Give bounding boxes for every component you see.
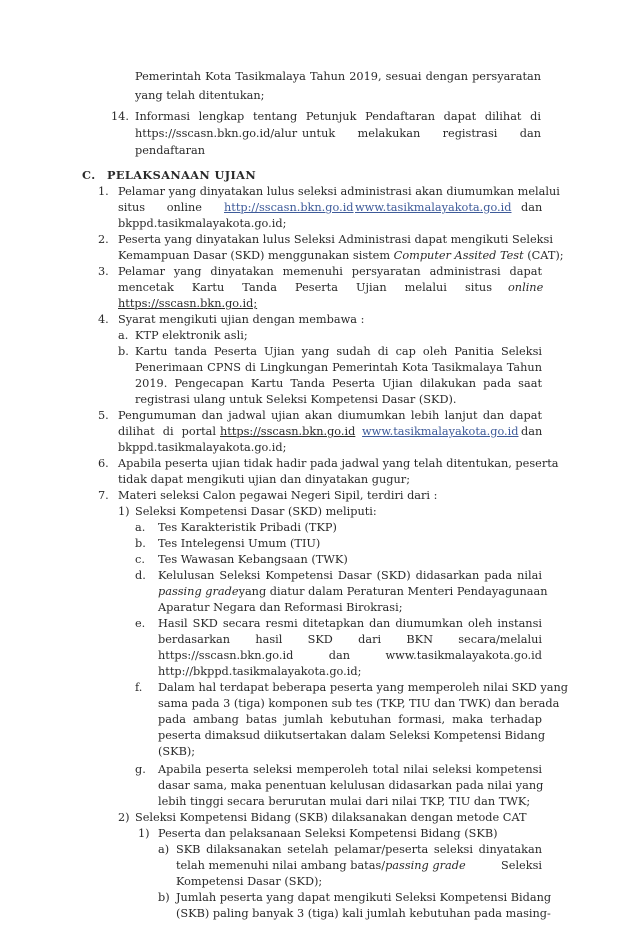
- section-title: PELAKSANAAN UJIAN: [107, 168, 257, 182]
- list-number: 2.: [98, 233, 109, 246]
- text-line: telah memenuhi nilai ambang batas/passing grade Seleksi: [176, 859, 542, 872]
- alur-link[interactable]: https://sscasn.bkn.go.id/alur: [135, 127, 298, 140]
- list-letter: f.: [135, 681, 143, 694]
- text-line: dasar sama, maka penentuan kelulusan didasarkan pada nilai yang: [158, 779, 544, 792]
- text-line: Pemerintah Kota Tasikmalaya Tahun 2019, sesuai dengan persyaratan: [135, 70, 541, 83]
- list-letter: a.: [135, 521, 146, 534]
- text-line: bkppd.tasikmalayakota.go.id;: [118, 441, 287, 454]
- list-letter: a): [158, 843, 170, 856]
- text-line: yang telah ditentukan;: [135, 89, 265, 102]
- list-number: 6.: [98, 457, 109, 470]
- list-letter: b.: [135, 537, 146, 550]
- text-line: mencetak Kartu Tanda Peserta Ujian melalui situs: [118, 281, 492, 294]
- text-line: Tes Karakteristik Pribadi (TKP): [158, 521, 337, 534]
- text-line: Seleksi Kompetensi Dasar (SKD) meliputi:: [135, 505, 377, 518]
- text-line: https://sscasn.bkn.go.id dan www.tasikmalayakota.go.id: [158, 649, 542, 662]
- text-line: Penerimaan CPNS di Lingkungan Pemerintah Kota Tasikmalaya Tahun: [135, 361, 542, 374]
- text-line: Kelulusan Seleksi Kompetensi Dasar (SKD) didasarkan pada nilai: [158, 569, 542, 582]
- list-number: 4.: [98, 313, 109, 326]
- section-label: C.: [82, 168, 96, 182]
- text-line: Syarat mengikuti ujian dengan membawa :: [118, 313, 365, 326]
- list-letter: c.: [135, 553, 145, 566]
- list-number: 1): [118, 505, 130, 518]
- text-line: Seleksi Kompetensi Bidang (SKB) dilaksanakan dengan metode CAT: [135, 811, 527, 824]
- text-line: SKB dilaksanakan setelah pelamar/peserta seleksi dinyatakan: [176, 843, 542, 856]
- text-line: Kompetensi Dasar (SKD);: [176, 875, 323, 888]
- text-line: passing grade yang diatur dalam Peraturan Menteri Pendayagunaan: [158, 585, 548, 598]
- tasikmalaya-link[interactable]: www.tasikmalayakota.go.id: [362, 425, 519, 438]
- text-line: Tes Wawasan Kebangsaan (TWK): [158, 553, 348, 566]
- text-line: Dalam hal terdapat beberapa peserta yang memperoleh nilai SKD yang: [158, 681, 569, 694]
- text-line: Kartu tanda Peserta Ujian yang sudah di cap oleh Panitia Seleksi: [135, 345, 542, 358]
- text-line: Jumlah peserta yang dapat mengikuti Seleksi Kompetensi Bidang: [176, 891, 552, 904]
- text-line: Tes Intelegensi Umum (TIU): [158, 537, 321, 550]
- list-letter: b.: [118, 345, 129, 358]
- text-line: sama pada 3 (tiga) komponen sub tes (TKP, TIU dan TWK) dan berada: [158, 697, 560, 710]
- list-number: 2): [118, 811, 130, 824]
- text-line: KTP elektronik asli;: [135, 329, 248, 342]
- list-number: 7.: [98, 489, 109, 502]
- list-letter: d.: [135, 569, 146, 582]
- tasikmalaya-link[interactable]: www.tasikmalayakota.go.id: [355, 201, 512, 214]
- text-line: tidak dapat mengikuti ujian dan dinyatakan gugur;: [118, 473, 411, 486]
- list-letter: g.: [135, 763, 146, 776]
- text-line: situs online: [118, 201, 202, 214]
- text-line: Kemampuan Dasar (SKD) menggunakan sistem Computer Assited Test (CAT);: [118, 249, 564, 262]
- text-line: Apabila peserta ujian tidak hadir pada jadwal yang telah ditentukan, peserta: [118, 457, 559, 470]
- text-line: pendaftaran: [135, 144, 206, 157]
- text-line: Pengumuman dan jadwal ujian akan diumumkan lebih lanjut dan dapat: [118, 409, 542, 422]
- text-line: pada ambang batas jumlah kebutuhan formasi, maka terhadap: [158, 713, 542, 726]
- text-line: Peserta yang dinyatakan lulus Seleksi Administrasi dapat mengikuti Seleksi: [118, 233, 553, 246]
- text-line: Informasi lengkap tentang Petunjuk Pendaftaran dapat dilihat di: [135, 110, 541, 123]
- text-line: Materi seleksi Calon pegawai Negeri Sipil, terdiri dari :: [118, 489, 438, 502]
- list-letter: a.: [118, 329, 129, 342]
- sscasn-link[interactable]: https://sscasn.bkn.go.id: [220, 425, 356, 438]
- text-line: Pelamar yang dinyatakan lulus seleksi administrasi akan diumumkan melalui: [118, 185, 560, 198]
- text-line: 2019. Pengecapan Kartu Tanda Peserta Ujian dilakukan pada saat: [135, 377, 542, 390]
- list-number: 1): [138, 827, 150, 840]
- text-line: untuk melakukan registrasi dan: [302, 127, 541, 140]
- sscasn-link[interactable]: https://sscasn.bkn.go.id;: [118, 297, 258, 310]
- text-line: Pelamar yang dinyatakan memenuhi persyaratan administrasi dapat: [118, 265, 542, 278]
- text-line: dilihat di portal: [118, 425, 216, 438]
- list-letter: e.: [135, 617, 146, 630]
- text-line: http://bkppd.tasikmalayakota.go.id;: [158, 665, 362, 678]
- sscasn-link[interactable]: http://sscasn.bkn.go.id: [224, 201, 354, 214]
- text-line: bkppd.tasikmalayakota.go.id;: [118, 217, 287, 230]
- text-line: dan: [521, 425, 543, 438]
- text-line: (SKB) paling banyak 3 (tiga) kali jumlah kebutuhan pada masing-: [176, 907, 551, 920]
- text-line: Hasil SKD secara resmi ditetapkan dan diumumkan oleh instansi: [158, 617, 542, 630]
- text-line: lebih tinggi secara berurutan mulai dari nilai TKP, TIU dan TWK;: [158, 795, 531, 808]
- text-line: online: [508, 281, 544, 294]
- list-number: 5.: [98, 409, 109, 422]
- list-number: 14.: [111, 110, 129, 123]
- list-letter: b): [158, 891, 170, 904]
- text-line: Aparatur Negara dan Reformasi Birokrasi;: [158, 601, 403, 614]
- text-line: (SKB);: [158, 745, 196, 758]
- text-line: registrasi ulang untuk Seleksi Kompetensi Dasar (SKD).: [135, 393, 457, 406]
- text-line: dan: [521, 201, 543, 214]
- list-number: 3.: [98, 265, 109, 278]
- text-line: Peserta dan pelaksanaan Seleksi Kompetensi Bidang (SKB): [158, 827, 498, 840]
- text-line: peserta dimaksud diikutsertakan dalam Seleksi Kompetensi Bidang: [158, 729, 546, 742]
- text-line: Apabila peserta seleksi memperoleh total nilai seleksi kompetensi: [158, 763, 542, 776]
- text-line: berdasarkan hasil SKD dari BKN secara/melalui: [158, 633, 542, 646]
- list-number: 1.: [98, 185, 109, 198]
